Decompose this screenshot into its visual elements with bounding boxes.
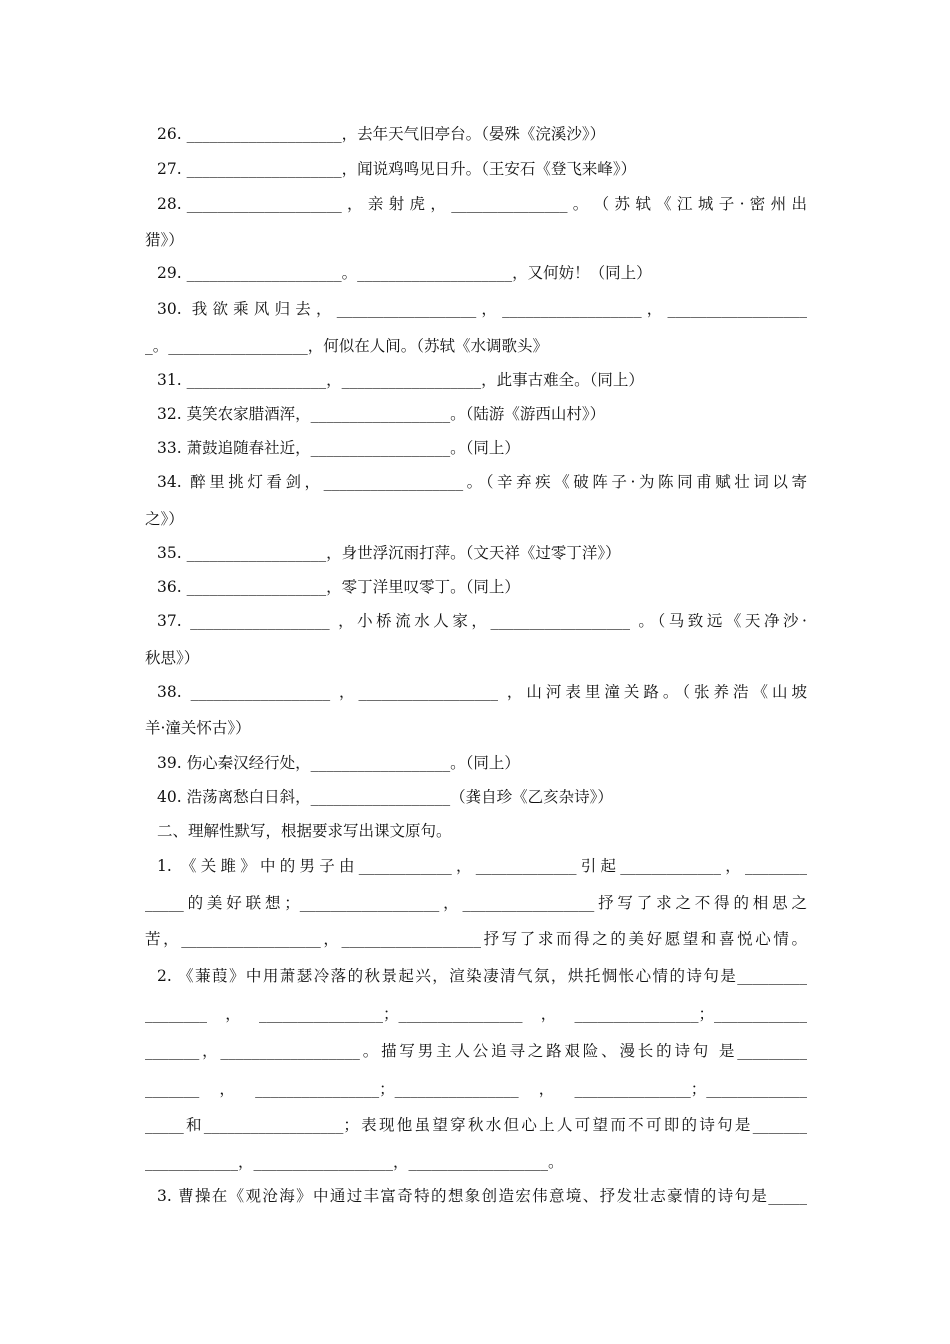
text-line: 羊·潼关怀古》） [145,719,251,737]
text-line: 37. __________________ ，小桥流水人家，__________________ 。（马致远《天净沙· [157,612,807,630]
text-line: 31. __________________，__________________，此事古难全。（同上） [157,371,644,389]
text-line: 36. __________________，零丁洋里叹零丁。（同上） [157,578,520,596]
text-line: 35. __________________，身世浮沉雨打萍。（文天祥《过零丁洋》） [157,544,621,562]
text-line: ____________，__________________，__________________。 [145,1153,564,1171]
text-line: 40. 浩荡离愁白日斜，__________________（龚自珍《乙亥杂诗》） [157,788,613,806]
text-line: _____的美好联想；__________________，_________________抒写了求之不得的相思之 [145,894,807,912]
text-line: 1. 《关雎》中的男子由____________，_____________引起_____________，________ [157,857,807,875]
text-line: _。__________________，何似在人间。（苏轼《水调歌头》 [145,337,549,355]
text-line: 34. 醉里挑灯看剑，__________________。（辛弃疾《破阵子·为陈同甫赋壮词以寄 [157,473,807,491]
text-line: 2. 《蒹葭》中用萧瑟冷落的秋景起兴，渲染凄清气氛，烘托惆怅心情的诗句是_________ [157,967,807,985]
text-line: 26. ____________________，去年天气旧亭台。（晏殊《浣溪沙》） [157,125,606,143]
text-line: 38. __________________ ，__________________ ，山河表里潼关路。（张养浩《山坡 [157,683,807,701]
text-line: 苦，__________________，__________________抒写了求而得之的美好愿望和喜悦心情。 [145,930,807,948]
text-line: 猎》） [145,231,184,249]
text-line: 29. ____________________。____________________，又何妨！（同上） [157,264,652,282]
text-line: 33. 萧鼓追随春社近，__________________。（同上） [157,439,520,457]
text-line: ________，________________；________________，________________；____________ [145,1005,807,1023]
text-line: 28. ____________________ ， 亲 射 虎 ， _______________ 。 （ 苏 轼 《 江 城 子 · 密 州 出 [157,195,807,213]
text-line: 27. ____________________，闻说鸡鸣见日升。（王安石《登飞来峰》） [157,160,637,178]
text-line: 3. 曹操在《观沧海》中通过丰富奇特的想象创造宏伟意境、抒发壮志豪情的诗句是_____ [157,1187,807,1205]
text-line: 32. 莫笑农家腊酒浑，__________________。（陆游《游西山村》） [157,405,606,423]
text-line: 二、理解性默写，根据要求写出课文原句。 [157,822,452,840]
text-line: 秋思》） [145,649,200,667]
text-line: _______，__________________。描写男主人公追寻之路艰险、漫长的诗句 是_________ [145,1042,807,1060]
text-line: _____和__________________；表现他虽望穿秋水但心上人可望而不可即的诗句是_______ [145,1116,807,1134]
text-line: _______，________________；________________，_______________；_____________ [145,1080,807,1098]
text-line: 之》） [145,510,184,528]
text-line: 30. 我欲乘风归去，__________________，__________________，__________________ [157,300,807,318]
text-line: 39. 伤心秦汉经行处，__________________。（同上） [157,754,520,772]
